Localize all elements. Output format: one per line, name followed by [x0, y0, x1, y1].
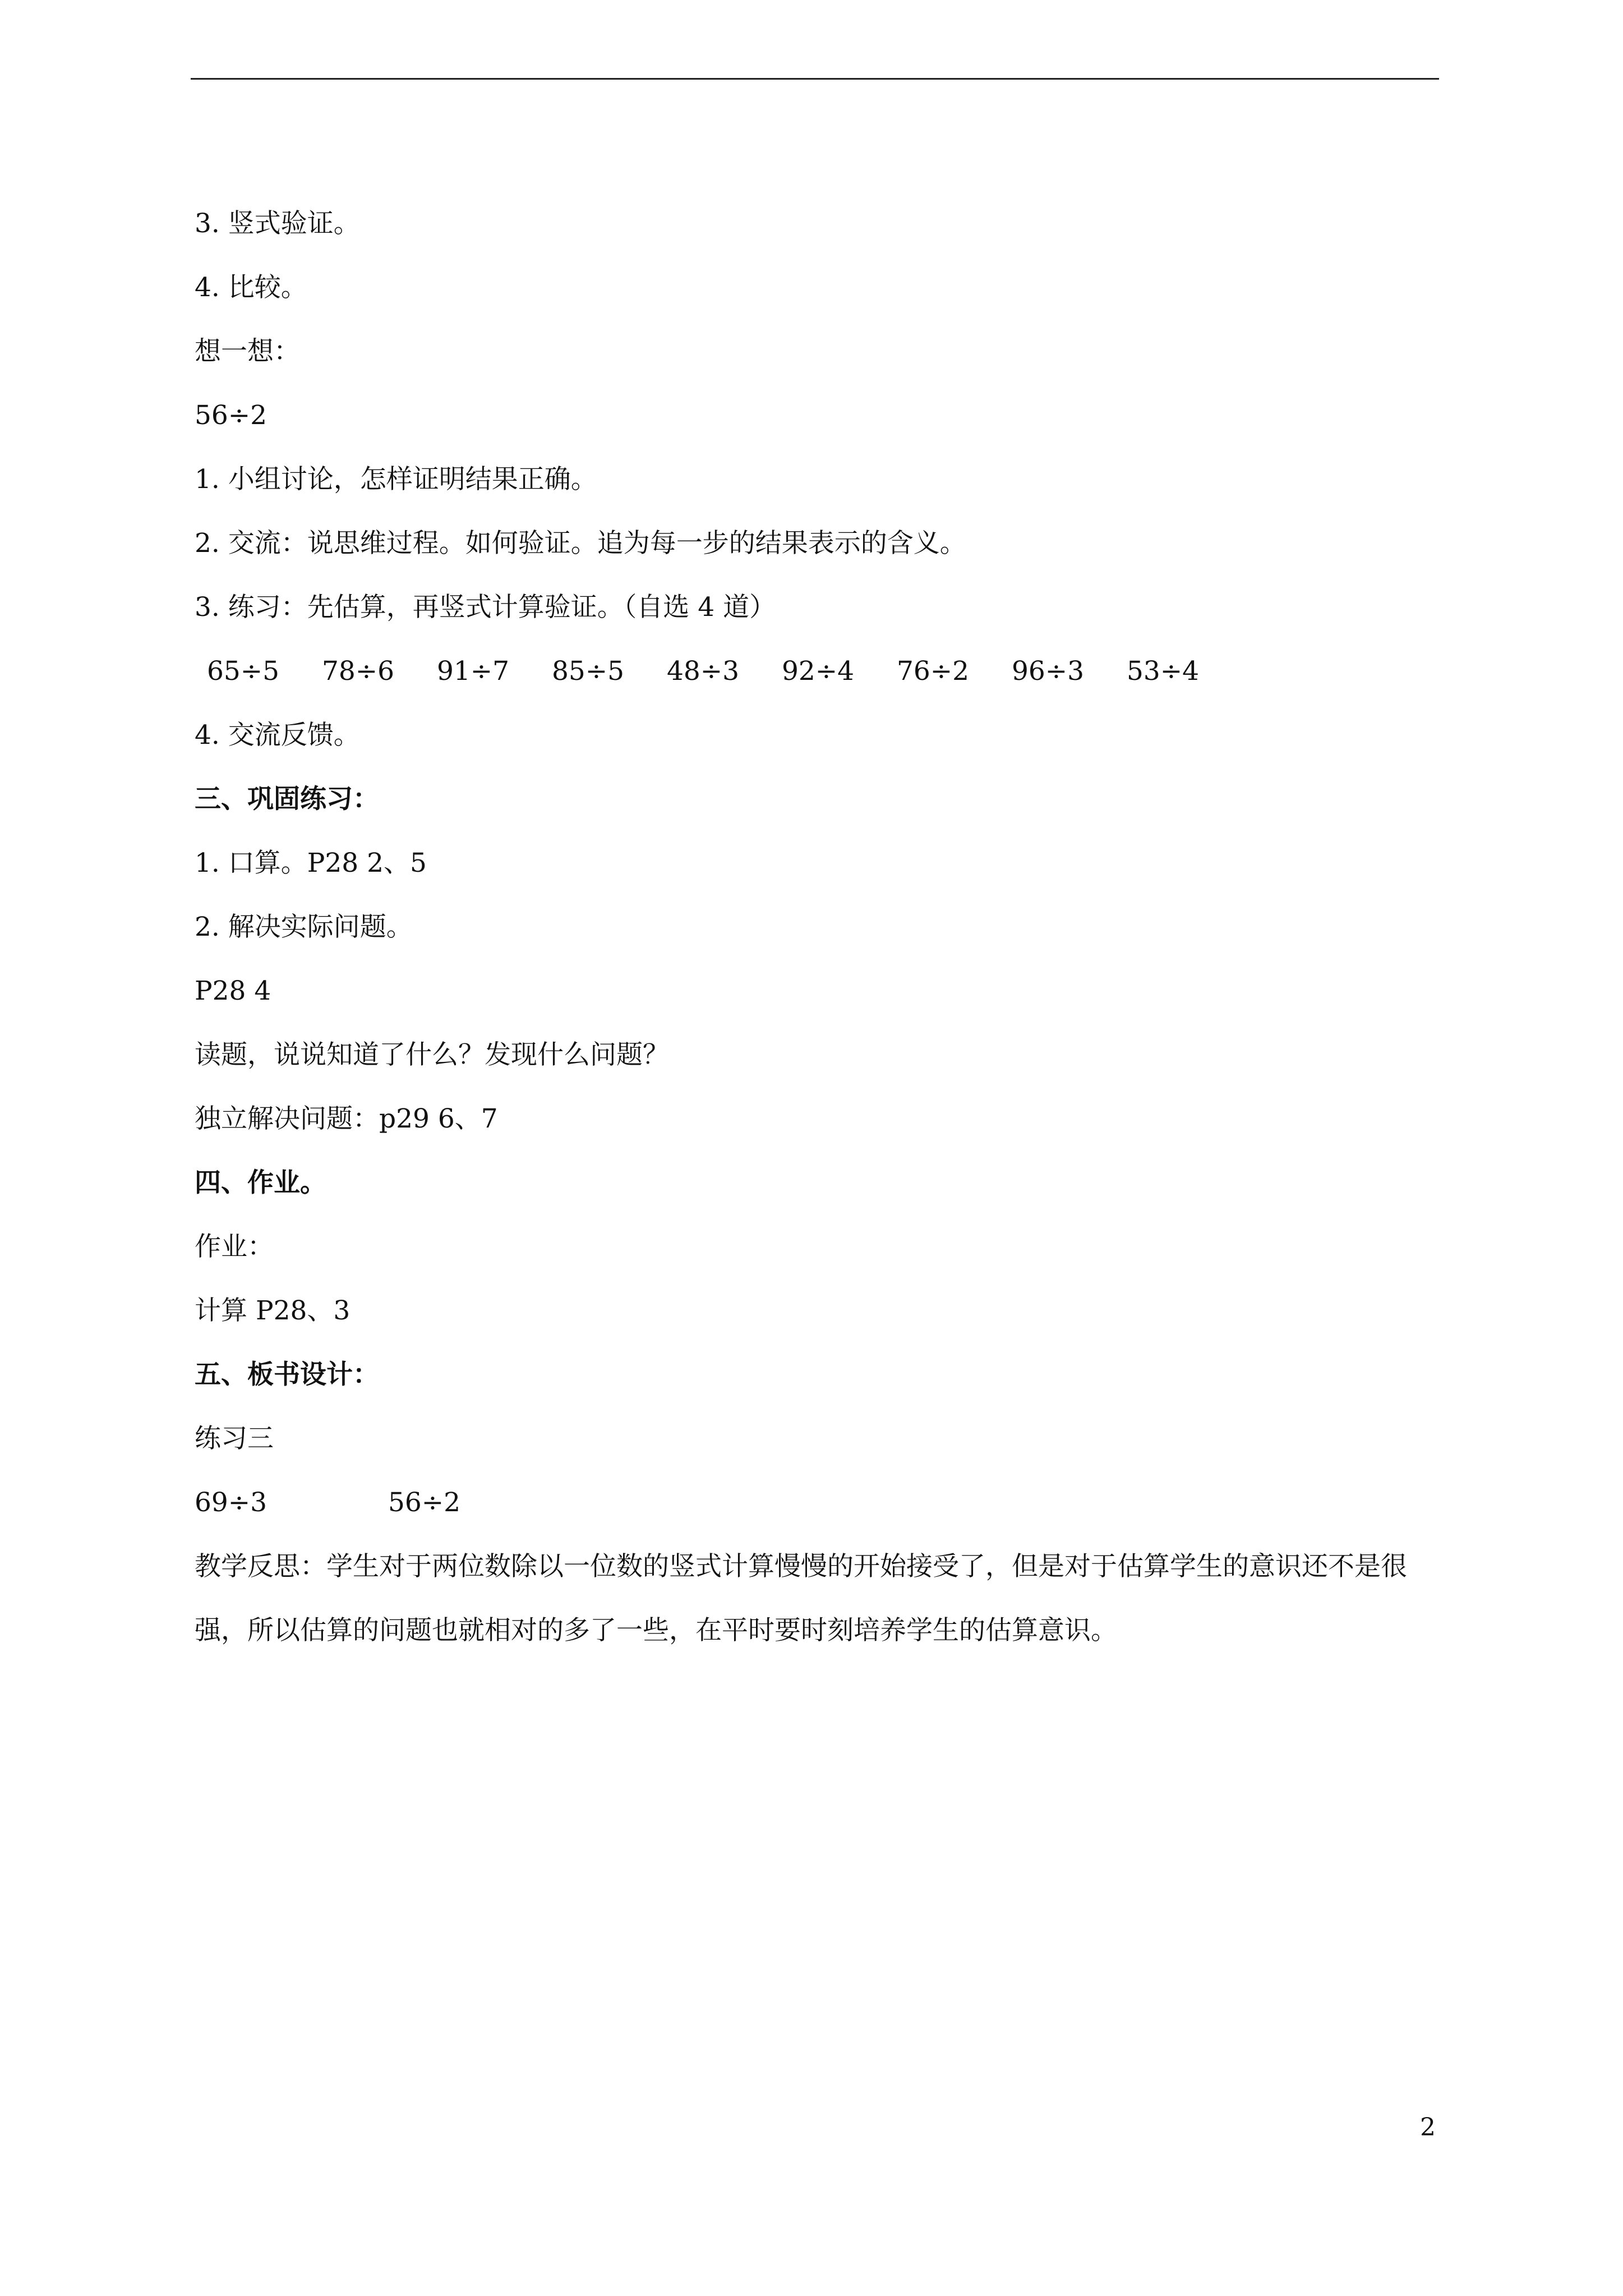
think-label: 想一想：	[195, 336, 300, 367]
document-body	[195, 208, 1439, 1663]
board-formula: 56÷2	[388, 1487, 461, 1518]
oral-calc: 1. 口算。P28 2、5	[195, 848, 427, 878]
section-heading-homework: 四、作业。	[195, 1167, 326, 1198]
page-number: 2	[1420, 2113, 1436, 2142]
exercise-item: 48÷3	[667, 656, 740, 687]
homework-calc: 计算 P28、3	[195, 1295, 351, 1326]
exercise-list	[195, 655, 1439, 687]
solve-problems: 2. 解决实际问题。	[195, 912, 413, 942]
exercise-item: 91÷7	[437, 656, 510, 687]
section-heading-consolidation: 三、巩固练习：	[195, 784, 379, 815]
exercise-item: 65÷5	[207, 656, 280, 687]
step-feedback: 4. 交流反馈。	[195, 720, 360, 751]
board-title: 练习三	[195, 1423, 274, 1454]
header-rule	[191, 78, 1439, 80]
step-practice: 3. 练习：先估算，再竖式计算验证。（自选 4 道）	[195, 592, 776, 623]
exercise-item: 92÷4	[782, 656, 855, 687]
exercise-item: 76÷2	[897, 656, 970, 687]
read-question: 读题，说说知道了什么？发现什么问题？	[195, 1039, 669, 1070]
board-formula: 69÷3	[195, 1487, 268, 1518]
homework-label: 作业：	[195, 1231, 274, 1262]
page-reference: P28 4	[195, 976, 271, 1006]
step-group-discuss: 1. 小组讨论，怎样证明结果正确。	[195, 464, 597, 495]
teaching-reflection: 教学反思：学生对于两位数除以一位数的竖式计算慢慢的开始接受了，但是对于估算学生的意识还不是很强，所以估算的问题也就相对的多了一些，在平时要时刻培养学生的估算意识。	[195, 1551, 1407, 1646]
board-formulas	[195, 1487, 1439, 1519]
step-vertical-verify: 3. 竖式验证。	[195, 208, 360, 239]
step-exchange: 2. 交流：说思维过程。如何验证。追为每一步的结果表示的含义。	[195, 528, 966, 559]
exercise-item: 85÷5	[552, 656, 625, 687]
section-heading-board-design: 五、板书设计：	[195, 1359, 379, 1390]
example-formula: 56÷2	[195, 400, 268, 431]
exercise-item: 53÷4	[1127, 656, 1200, 687]
exercise-item: 78÷6	[322, 656, 395, 687]
exercise-item: 96÷3	[1012, 656, 1085, 687]
independent-solve: 独立解决问题：p29 6、7	[195, 1103, 498, 1134]
step-compare: 4. 比较。	[195, 272, 307, 303]
